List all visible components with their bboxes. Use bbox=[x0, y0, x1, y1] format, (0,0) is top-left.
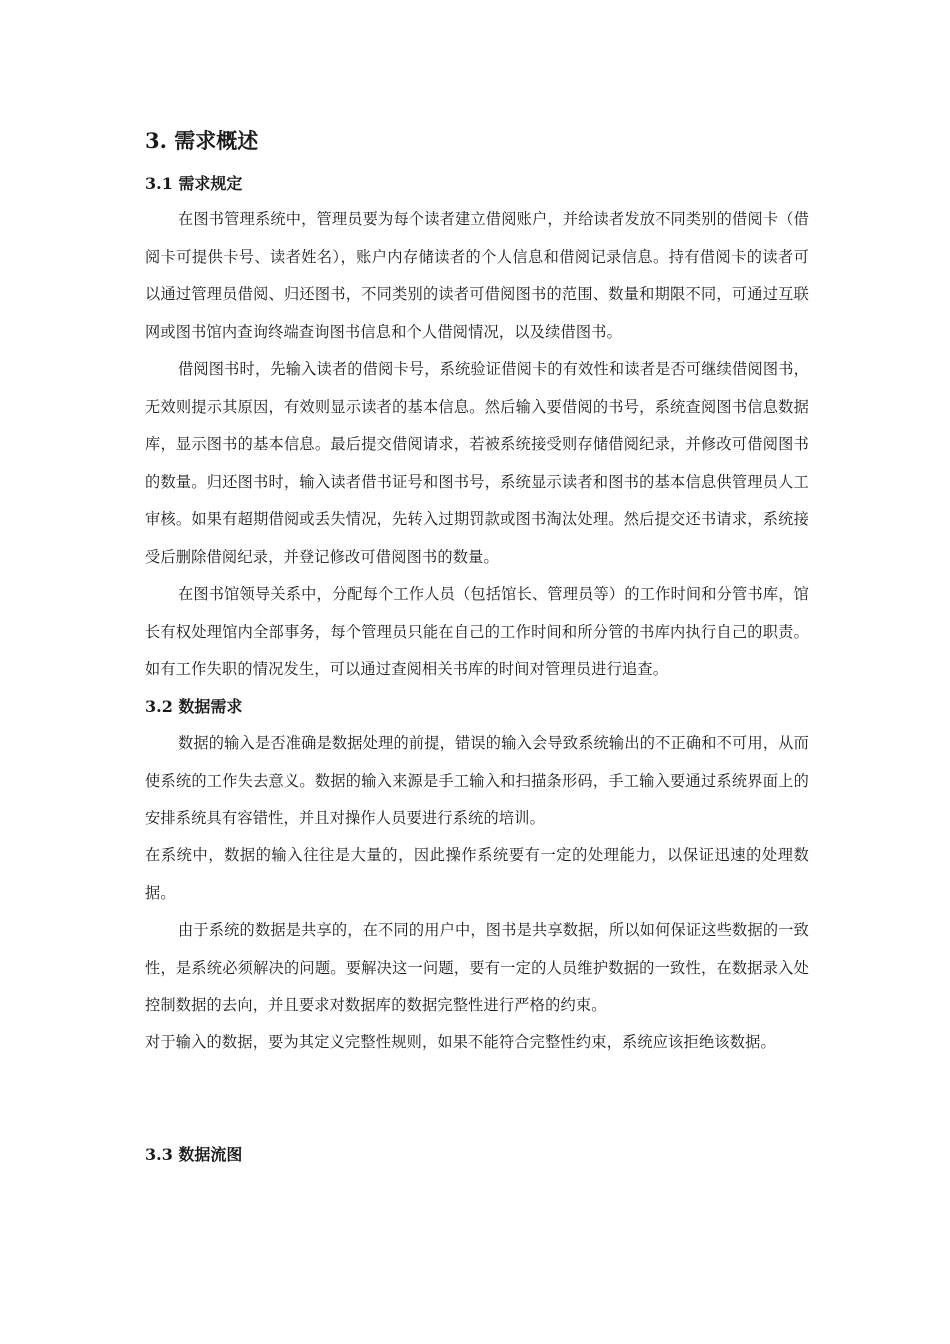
paragraph-3-2-4: 对于输入的数据，要为其定义完整性规则，如果不能符合完整性约束，系统应该拒绝该数据。 bbox=[145, 1033, 776, 1051]
subsection-heading-3-1: 3.1 需求规定 bbox=[145, 174, 243, 193]
subsection-heading-3-3: 3.3 数据流图 bbox=[145, 1145, 243, 1164]
paragraph-3-2-3: 由于系统的数据是共享的，在不同的用户中，图书是共享数据，所以如何保证这些数据的一致性，是系统必须解决的问题。要解决这一问题，要有一定的人员维护数据的一致性，在数据录入处控制数据的去向，并且要求对数据库的数据完整性进行严格的约束。 bbox=[145, 921, 809, 1014]
subsection-heading-3-2: 3.2 数据需求 bbox=[145, 697, 243, 716]
paragraph-3-2-1: 数据的输入是否准确是数据处理的前提，错误的输入会导致系统输出的不正确和不可用，从而使系统的工作失去意义。数据的输入来源是手工输入和扫描条形码，手工输入要通过系统界面上的安排系统具有容错性，并且对操作人员要进行系统的培训。 bbox=[145, 734, 809, 827]
paragraph-3-2-2: 在系统中，数据的输入往往是大量的，因此操作系统要有一定的处理能力，以保证迅速的处理数据。 bbox=[145, 846, 809, 902]
section-title: 3. 需求概述 bbox=[145, 128, 259, 153]
paragraph-3-1-2: 借阅图书时，先输入读者的借阅卡号，系统验证借阅卡的有效性和读者是否可继续借阅图书，无效则提示其原因，有效则显示读者的基本信息。然后输入要借阅的书号，系统查阅图书信息数据库，显示图书的基本信息。最后提交借阅请求，若被系统接受则存储借阅纪录，并修改可借阅图书的数量。归还图书时，输入读者借书证号和图书号，系统显示读者和图书的基本信息供管理员人工审核。如果有超期借阅或丢失情况，先转入过期罚款或图书淘汰处理。然后提交还书请求，系统接受后删除借阅纪录，并登记修改可借阅图书的数量。 bbox=[145, 360, 809, 566]
paragraph-3-1-1: 在图书管理系统中，管理员要为每个读者建立借阅账户，并给读者发放不同类别的借阅卡（借阅卡可提供卡号、读者姓名），账户内存储读者的个人信息和借阅记录信息。持有借阅卡的读者可以通过管理员借阅、归还图书，不同类别的读者可借阅图书的范围、数量和期限不同，可通过互联网或图书馆内查询终端查询图书信息和个人借阅情况，以及续借图书。 bbox=[145, 210, 809, 341]
paragraph-3-1-3: 在图书馆领导关系中，分配每个工作人员（包括馆长、管理员等）的工作时间和分管书库，馆长有权处理馆内全部事务，每个管理员只能在自己的工作时间和所分管的书库内执行自己的职责。如有工作失职的情况发生，可以通过查阅相关书库的时间对管理员进行追查。 bbox=[145, 585, 809, 678]
